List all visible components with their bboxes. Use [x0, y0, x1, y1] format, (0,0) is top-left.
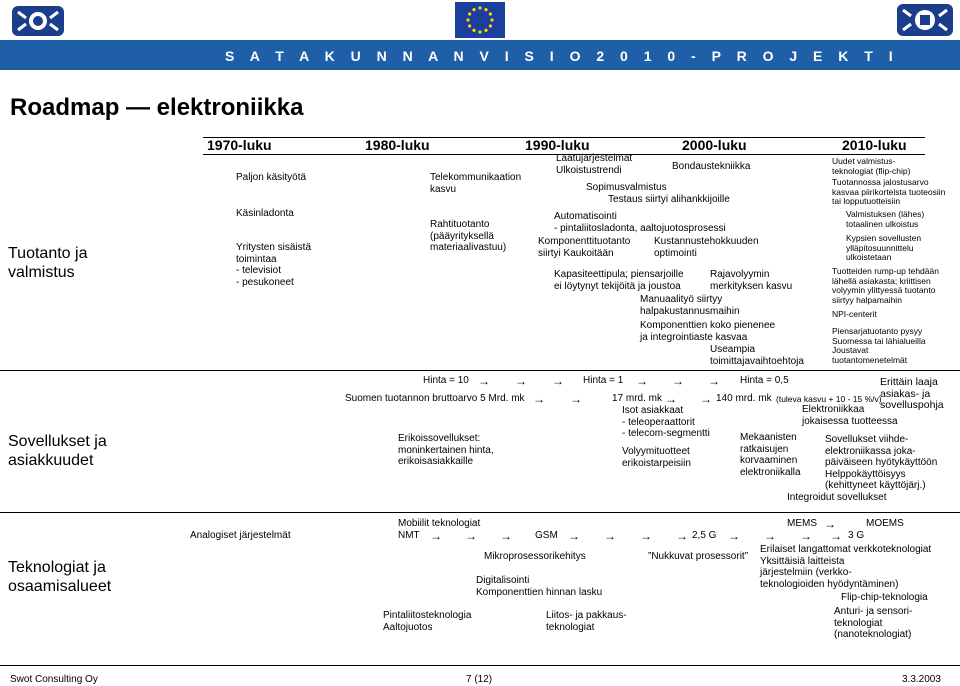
prod-manual-work: Paljon käsityötä	[236, 172, 307, 183]
logo-right	[895, 2, 955, 38]
tech-mems: MEMS	[787, 518, 817, 529]
app-price-10: Hinta = 10	[423, 375, 469, 386]
arrow-icon: →	[708, 374, 720, 388]
app-wide-base: Erittäin laaja asiakas- ja sovelluspohja	[880, 376, 944, 411]
app-140-mrd: 140 mrd. mk	[716, 393, 772, 404]
app-integrated: Integroidut sovellukset	[787, 492, 887, 503]
tech-wireless: Erilaiset langattomat verkkoteknologiat Yksittäisiä laitteista järjestelmiin (verkko- teknologioiden hyödyntäminen)	[760, 544, 932, 590]
arrow-icon: →	[570, 392, 582, 406]
tech-packaging: Liitos- ja pakkaus- teknologiat	[546, 610, 627, 633]
arrow-icon: →	[478, 374, 490, 388]
decade-1980: 1980-luku	[365, 137, 430, 153]
prod-new-tech: Uudet valmistus- teknologiat (flip-chip)	[832, 156, 911, 176]
prod-quality-systems: Laatujärjestelmät Ulkoistustrendi	[556, 153, 633, 176]
arrow-icon: →	[728, 529, 740, 543]
prod-npi-centers: NPI-centerit	[832, 309, 877, 319]
page-title: Roadmap — elektroniikka	[10, 94, 304, 121]
prod-ramp-up: Tuotteiden rump-up tehdään lähellä asiakasta; kriittisen volyymin ylittyessä tuotanto siirtyy halpamaihin	[832, 266, 939, 305]
tech-flip-chip: Flip-chip-teknologia	[841, 592, 928, 603]
prod-contract-manufacturing: Sopimusvalmistus Testaus siirtyi alihankkijoille	[586, 182, 730, 205]
app-entertainment: Sovellukset viihde- elektroniikassa joka- päiväiseen hyötykäyttöön Helppokäyttöisyys (kehittyneet käyttöjärj.)	[825, 434, 938, 491]
arrow-icon: →	[764, 529, 776, 543]
tech-25g: 2,5 G	[692, 530, 717, 541]
arrow-icon: →	[533, 392, 545, 406]
prod-volume-limit: Rajavolyymin merkityksen kasvu	[710, 269, 793, 292]
arrow-icon: →	[568, 529, 580, 543]
app-special: Erikoissovellukset: moninkertainen hinta, erikoisasiakkaille	[398, 433, 494, 467]
prod-maintenance-outsourced: Kypsien sovellusten ylläpitosuunnittelu ulkoistetaan	[846, 233, 922, 263]
prod-component-production: Komponenttituotanto siirtyi Kaukoitään	[538, 236, 631, 259]
footer-company: Swot Consulting Oy	[10, 674, 98, 685]
prod-inhouse: Yritysten sisäistä toimintaa - televisiot - pesukoneet	[236, 242, 312, 288]
app-electronics-everywhere: Elektroniikkaa jokaisessa tuotteessa	[802, 404, 898, 427]
prod-telecom-growth: Telekommunikaation kasvu	[430, 172, 522, 195]
prod-component-size: Komponenttien koko pienenee ja integrointiaste kasvaa	[640, 320, 776, 343]
divider-applications	[0, 512, 960, 513]
prod-value-added: Tuotannossa jalostusarvo kasvaa piirikorteista tuoteosiin tai lopputuotteisiin	[832, 177, 946, 207]
app-growth: (tuleva kasvu + 10 - 15 %/v)	[776, 394, 882, 404]
app-volume-products: Volyymituotteet erikoistarpeisiin	[622, 446, 691, 469]
row-label-applications: Sovellukset ja asiakkuudet	[8, 433, 107, 469]
eu-flag-logo	[455, 2, 505, 38]
arrow-icon: →	[800, 529, 812, 543]
tech-sleeping-processors: ”Nukkuvat prosessorit”	[648, 551, 749, 562]
row-label-technologies: Teknologiat ja osaamisalueet	[8, 559, 112, 595]
banner-text: S A T A K U N N A N V I S I O 2 0 1 0 - P R O J E K T I	[225, 48, 899, 64]
divider-footer	[0, 665, 960, 666]
decade-2000: 2000-luku	[682, 137, 747, 153]
arrow-icon: →	[824, 517, 836, 531]
footer-page: 7 (12)	[466, 674, 493, 685]
app-mechanical: Mekaanisten ratkaisujen korvaaminen elektroniikalla	[740, 432, 801, 478]
row-label-production: Tuotanto ja valmistus	[8, 245, 88, 281]
arrow-icon: →	[604, 529, 616, 543]
decade-1990: 1990-luku	[525, 137, 590, 153]
prod-total-outsourcing: Valmistuksen (lähes) totaalinen ulkoistus	[846, 209, 925, 229]
footer-date: 3.3.2003	[902, 674, 941, 685]
arrow-icon: →	[640, 529, 652, 543]
prod-capacity-shortage: Kapasiteettipula; piensarjoille ei löytynyt tekijöitä ja joustoa	[554, 269, 684, 292]
app-price-05: Hinta = 0,5	[740, 375, 789, 386]
prod-small-series: Piensarjatuotanto pysyy Suomessa tai lähialueilla Joustavat tuotantomenetelmät	[832, 326, 926, 365]
tech-nmt: NMT	[398, 530, 420, 541]
arrow-icon: →	[676, 529, 688, 543]
prod-contract-freight: Rahtituotanto (pääyrityksellä materiaalivastuu)	[430, 219, 507, 253]
prod-manual-offshore: Manuaalityö siirtyy halpakustannusmaihin	[640, 294, 740, 317]
decade-2010: 2010-luku	[842, 137, 907, 153]
app-price-1: Hinta = 1	[583, 375, 624, 386]
arrow-icon: →	[465, 529, 477, 543]
arrow-icon: →	[430, 529, 442, 543]
prod-cost-efficiency: Kustannustehokkuuden optimointi	[654, 236, 759, 259]
prod-supplier-options: Useampia toimittajavaihtoehtoja	[710, 344, 804, 367]
arrow-icon: →	[500, 529, 512, 543]
logo-left	[8, 4, 68, 38]
tech-analog: Analogiset järjestelmät	[190, 530, 291, 541]
tech-smt: Pintaliitosteknologia Aaltojuotos	[383, 610, 472, 633]
arrow-icon: →	[636, 374, 648, 388]
prod-automation: Automatisointi - pintaliitosladonta, aaltojuotosprosessi	[554, 211, 726, 234]
prod-bonding: Bondaustekniikka	[672, 161, 751, 172]
arrow-icon: →	[830, 529, 842, 543]
divider-production	[0, 370, 960, 371]
tech-mobile: Mobiilit teknologiat	[398, 518, 481, 529]
arrow-icon: →	[700, 392, 712, 406]
arrow-icon: →	[552, 374, 564, 388]
decade-1970: 1970-luku	[207, 137, 272, 153]
arrow-icon: →	[665, 392, 677, 406]
tech-digitalization: Digitalisointi Komponenttien hinnan lasku	[476, 575, 603, 598]
tech-sensors: Anturi- ja sensori- teknologiat (nanoteknologiat)	[834, 606, 913, 640]
app-large-customers: Isot asiakkaat - teleoperaattorit - telecom-segmentti	[622, 405, 710, 439]
app-17-mrd: 17 mrd. mk	[612, 393, 663, 404]
prod-hand-assembly: Käsinladonta	[236, 208, 294, 219]
tech-gsm: GSM	[535, 530, 558, 541]
tech-moems: MOEMS	[866, 518, 904, 529]
tech-3g: 3 G	[848, 530, 865, 541]
tech-microprocessor: Mikroprosessorikehitys	[484, 551, 586, 562]
arrow-icon: →	[672, 374, 684, 388]
arrow-icon: →	[515, 374, 527, 388]
app-gross-value: Suomen tuotannon bruttoarvo 5 Mrd. mk	[345, 393, 525, 404]
